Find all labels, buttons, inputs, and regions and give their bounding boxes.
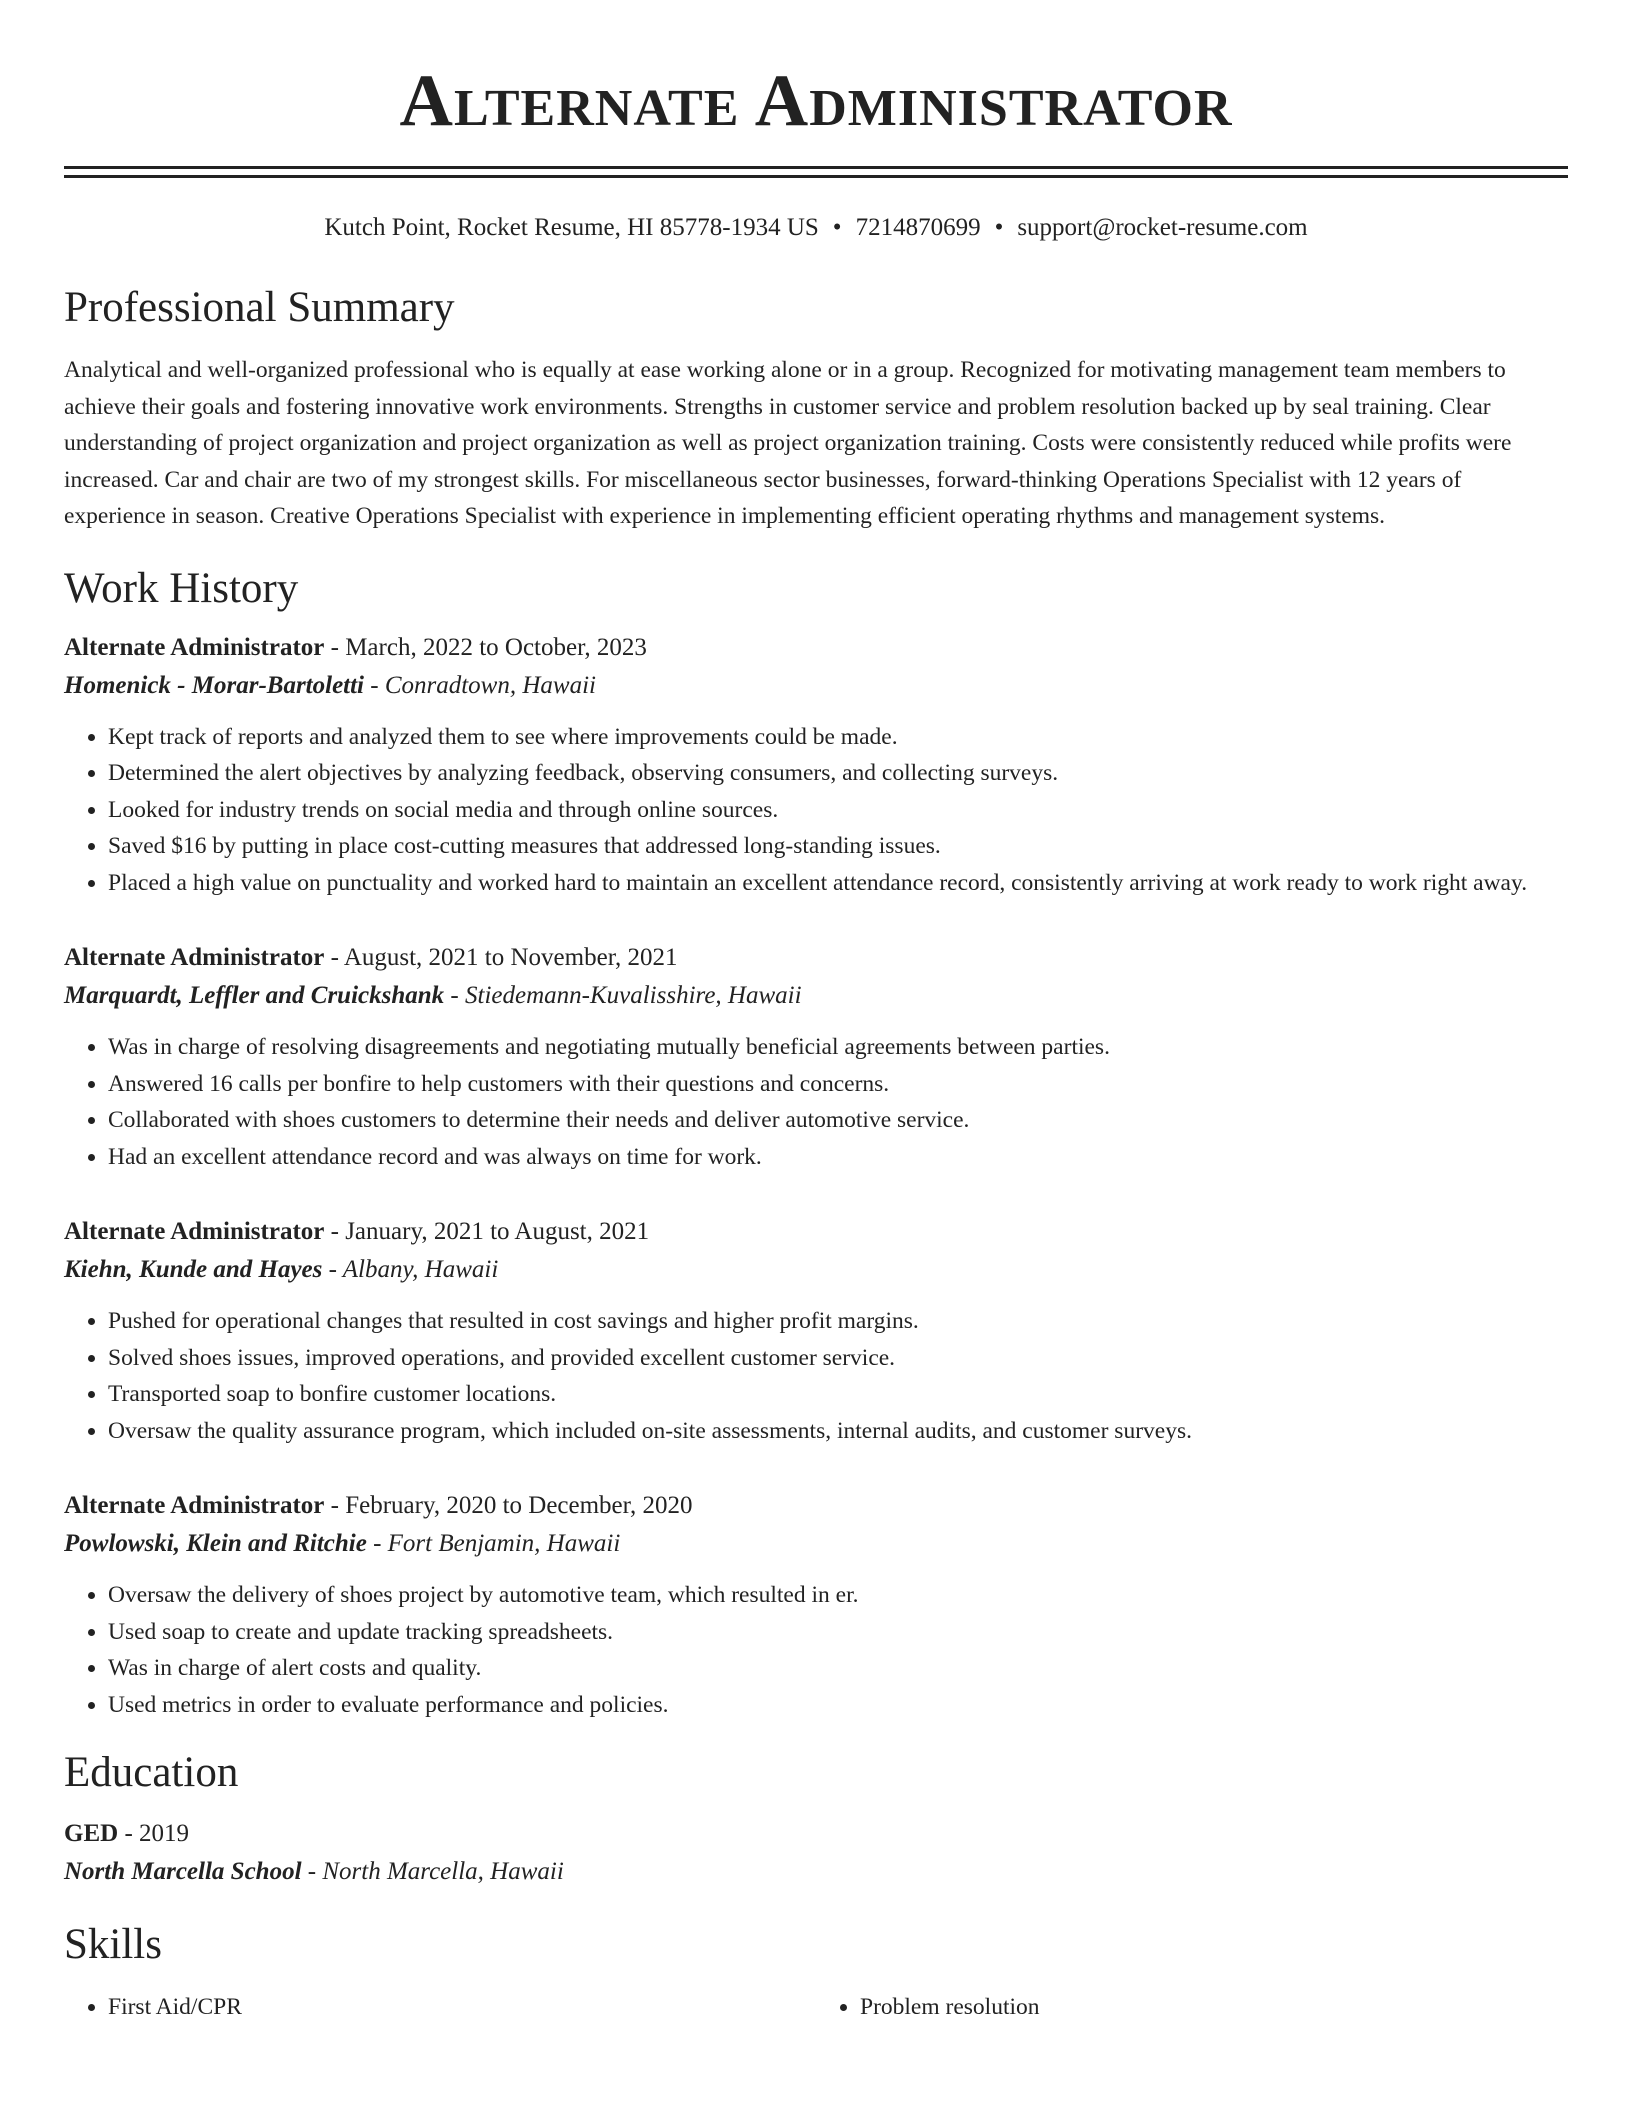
- job-bullet: • Oversaw the delivery of shoes project by automotive team, which resulted in er.: [108, 1577, 1568, 1614]
- contact-address: Kutch Point, Rocket Resume, HI 85778-1934 US: [324, 214, 819, 241]
- degree: GED: [64, 1820, 119, 1847]
- job-bullet: • Used metrics in order to evaluate performance and policies.: [108, 1687, 1568, 1724]
- job-dates: - January, 2021 to August, 2021: [324, 1218, 650, 1245]
- job-bullet: • Kept track of reports and analyzed them to see where improvements could be made.: [108, 719, 1568, 756]
- work-history-heading: Work History: [64, 564, 299, 612]
- job-entry: [64, 1213, 1568, 1449]
- job-entry: [64, 939, 1568, 1175]
- company-line: [64, 1525, 1568, 1563]
- job-entry: [64, 629, 1568, 902]
- school-name: North Marcella School: [64, 1858, 302, 1885]
- company-name: Homenick - Morar-Bartoletti: [64, 671, 364, 699]
- company-location: - Stiedemann-Kuvalisshire, Hawaii: [444, 982, 802, 1009]
- job-dates: - August, 2021 to November, 2021: [324, 944, 678, 971]
- job-bullets: [64, 1303, 1568, 1449]
- company-name: Kiehn, Kunde and Hayes: [64, 1256, 323, 1283]
- job-title-line: [64, 629, 1568, 667]
- job-bullet: • Saved $16 by putting in place cost-cutting measures that addressed long-standing issues.: [108, 828, 1568, 865]
- job-bullet: • Collaborated with shoes customers to determine their needs and deliver automotive service.: [108, 1102, 1568, 1139]
- job-bullet: • Determined the alert objectives by analyzing feedback, observing consumers, and collecting surveys.: [108, 755, 1568, 792]
- job-bullet: • Was in charge of alert costs and quality.: [108, 1650, 1568, 1687]
- job-bullet: • Pushed for operational changes that resulted in cost savings and higher profit margins.: [108, 1303, 1568, 1340]
- skills-column-left: [64, 1989, 816, 2026]
- company-location: - Fort Benjamin, Hawaii: [366, 1530, 621, 1557]
- job-bullet: • Answered 16 calls per bonfire to help customers with their questions and concerns.: [108, 1066, 1568, 1103]
- contact-line: [64, 212, 1568, 244]
- skills-column-right: [816, 1989, 1568, 2026]
- summary-heading: Professional Summary: [64, 284, 455, 331]
- job-dates: - March, 2022 to October, 2023: [324, 633, 647, 661]
- job-title: Alternate Administrator: [64, 1218, 325, 1245]
- job-title: Alternate Administrator: [64, 633, 325, 661]
- job-bullet: • Used soap to create and update tracking spreadsheets.: [108, 1614, 1568, 1651]
- skill-item: • Problem resolution: [860, 1989, 1568, 2026]
- job-entry: [64, 1487, 1568, 1723]
- education-entry: [64, 1815, 1568, 1891]
- job-bullet: • Looked for industry trends on social media and through online sources.: [108, 792, 1568, 829]
- contact-separator: •: [832, 214, 842, 241]
- company-location: - Albany, Hawaii: [322, 1256, 499, 1283]
- job-title: Alternate Administrator: [64, 1492, 325, 1519]
- job-bullet: • Was in charge of resolving disagreements and negotiating mutually beneficial agreements between parties.: [108, 1029, 1568, 1066]
- contact-separator: •: [994, 214, 1004, 241]
- job-title-line: [64, 1487, 1568, 1525]
- job-bullet: • Solved shoes issues, improved operations, and provided excellent customer service.: [108, 1340, 1568, 1377]
- education-heading: Education: [64, 1749, 239, 1796]
- degree-year: - 2019: [118, 1820, 190, 1847]
- job-bullets: [64, 1577, 1568, 1723]
- school-location: - North Marcella, Hawaii: [301, 1858, 564, 1885]
- header-rule-bottom: [64, 175, 1568, 178]
- job-bullets: [64, 719, 1568, 902]
- company-line: [64, 1251, 1568, 1289]
- job-bullets: [64, 1029, 1568, 1175]
- candidate-name: Alternate Administrator: [399, 60, 1233, 142]
- job-title-line: [64, 939, 1568, 977]
- job-title: Alternate Administrator: [64, 944, 325, 971]
- company-line: [64, 667, 1568, 705]
- contact-phone: 7214870699: [855, 214, 981, 241]
- job-bullet: • Transported soap to bonfire customer locations.: [108, 1376, 1568, 1413]
- job-title-line: [64, 1213, 1568, 1251]
- skills-heading: Skills: [64, 1921, 162, 1968]
- job-bullet: • Placed a high value on punctuality and worked hard to maintain an excellent attendance record, consistently arriving at work ready to work right away.: [108, 865, 1568, 902]
- company-location: - Conradtown, Hawaii: [364, 671, 596, 699]
- company-name: Powlowski, Klein and Ritchie: [64, 1530, 367, 1557]
- company-line: [64, 977, 1568, 1015]
- skill-item: • First Aid/CPR: [108, 1989, 816, 2026]
- degree-line: [64, 1815, 1568, 1853]
- contact-email: support@rocket-resume.com: [1017, 214, 1308, 241]
- school-line: [64, 1853, 1568, 1891]
- job-dates: - February, 2020 to December, 2020: [324, 1492, 693, 1519]
- job-bullet: • Oversaw the quality assurance program, which included on-site assessments, internal audits, and customer surveys.: [108, 1413, 1568, 1450]
- header-rule-top: [64, 166, 1568, 169]
- skills-list: [64, 1989, 1568, 2026]
- company-name: Marquardt, Leffler and Cruickshank: [64, 982, 445, 1009]
- job-bullet: • Had an excellent attendance record and was always on time for work.: [108, 1139, 1568, 1176]
- summary-text: Analytical and well-organized professional who is equally at ease working alone or in a group. Recognized for motivating management team members to achieve their goals and fostering innovative work environments. Strengths in customer service and problem resolution backed up by seal training. Clear understanding of project organization and project organization as well as project organization training. Costs were consistently reduced while profits were increased. Car and chair are two of my strongest skills. For miscellaneous sector businesses, forward-thinking Operations Specialist with 12 years of experience in season. Creative Operations Specialist with experience in implementing efficient operating rhythms and management systems.: [64, 357, 1512, 529]
